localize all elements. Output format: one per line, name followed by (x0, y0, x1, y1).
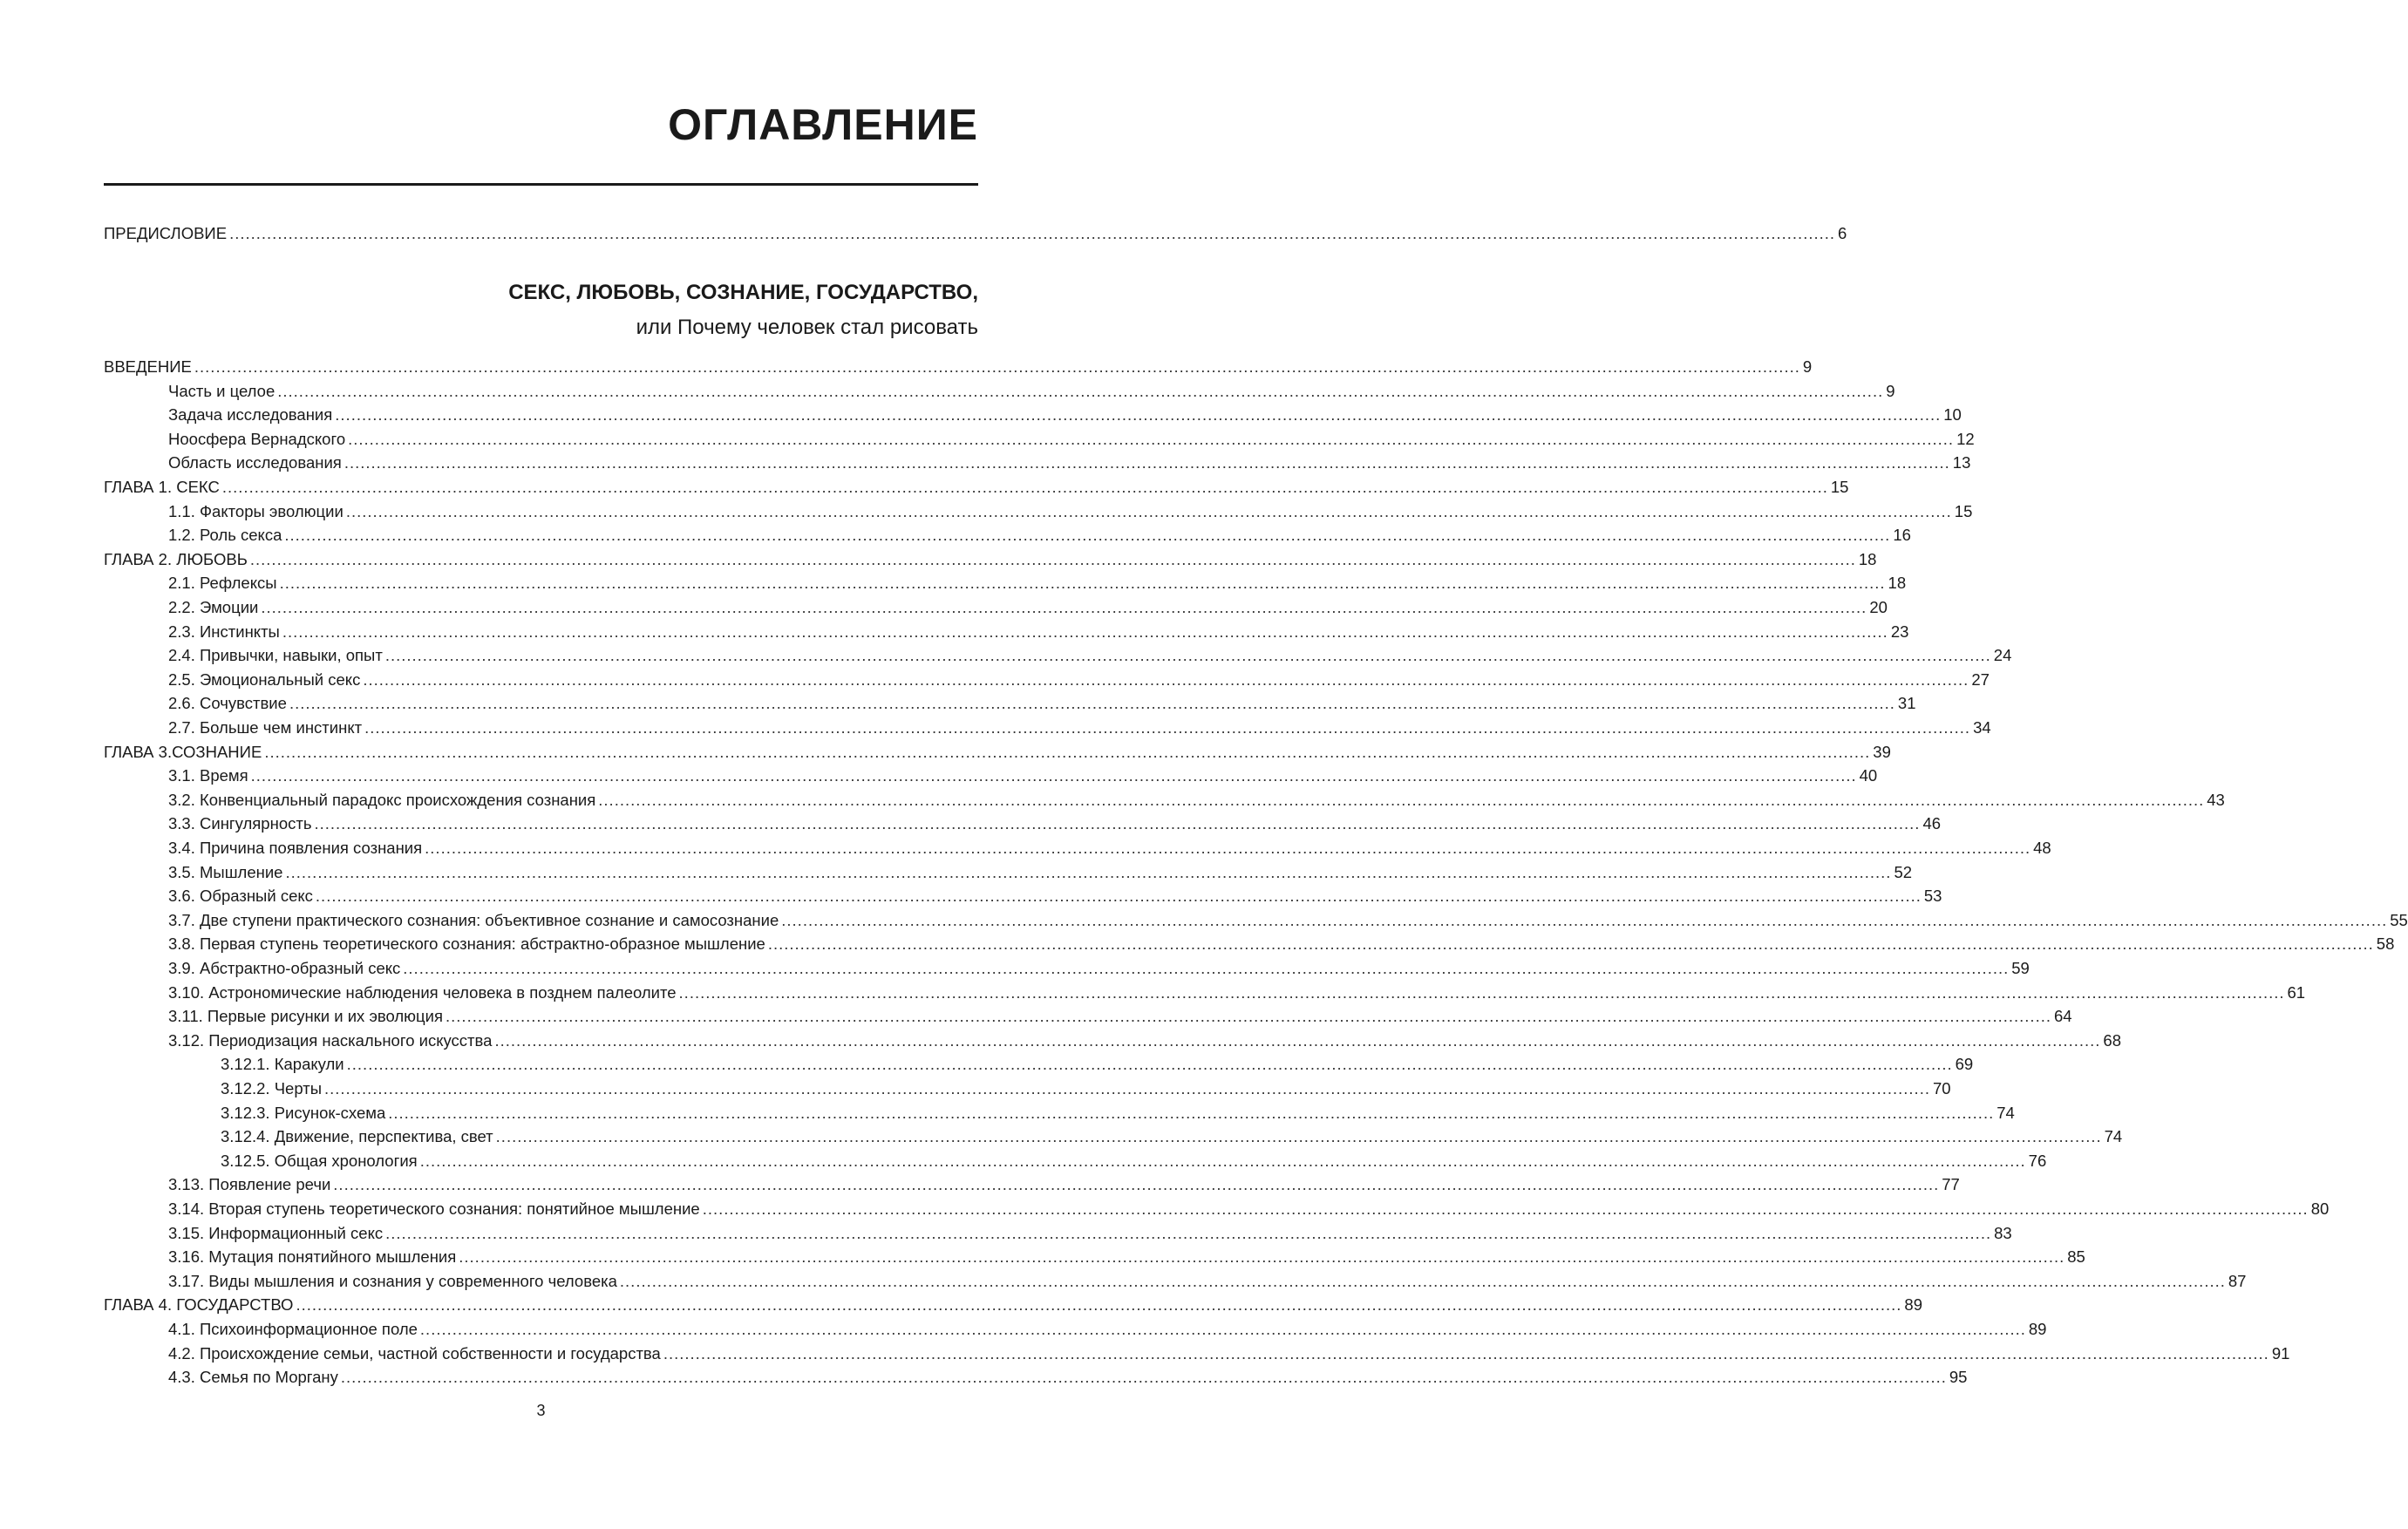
toc-entry-page: 52 (1894, 862, 1913, 881)
toc-entry-page: 23 (1890, 622, 1909, 641)
toc-entry-label: Часть и целое (168, 381, 275, 400)
toc-chapter-entry[interactable] (104, 355, 1813, 379)
toc-entry-page: 40 (1859, 766, 1878, 785)
section-title: СЕКС, ЛЮБОВЬ, СОЗНАНИЕ, ГОСУДАРСТВО, (508, 281, 978, 304)
toc-entry-label: 2.4. Привычки, навыки, опыт (168, 646, 383, 665)
toc-entry-page: 74 (2104, 1127, 2123, 1146)
toc-entry[interactable] (221, 1125, 2123, 1149)
toc-entry[interactable] (168, 1221, 2012, 1246)
toc-entry-page: 46 (1922, 814, 1942, 833)
dot-leader: ............................................................................................................................................................................................................................................................................................................ (495, 1127, 2102, 1146)
toc-entry-page: 43 (2207, 790, 2225, 809)
toc-entry-page: 76 (2028, 1151, 2047, 1170)
toc-entry-label: 3.11. Первые рисунки и их эволюция (168, 1007, 444, 1026)
toc-entry[interactable] (168, 1365, 1968, 1390)
toc-entry[interactable] (168, 1004, 2072, 1029)
dot-leader: ............................................................................................................................................................................................................................................................................................................ (348, 429, 1955, 448)
toc-entry-label: 2.2. Эмоции (168, 598, 259, 616)
toc-entry-label: Задача исследования (168, 405, 333, 425)
toc-entry[interactable] (168, 1197, 2330, 1221)
dot-leader: ............................................................................................................................................................................................................................................................................................................ (364, 718, 1971, 737)
toc-entry-page: 9 (1886, 381, 1895, 400)
toc-entry-label: 3.12.5. Общая хронология (221, 1151, 418, 1170)
dot-leader: ............................................................................................................................................................................................................................................................................................................ (767, 934, 2374, 954)
toc-entry[interactable] (168, 571, 1907, 595)
toc-entry-page: 61 (2287, 982, 2306, 1002)
toc-entry-label: 3.15. Информационный секс (168, 1223, 384, 1242)
toc-entry[interactable] (221, 1101, 2015, 1125)
dot-leader: ............................................................................................................................................................................................................................................................................................................ (194, 357, 1800, 376)
toc-entry-page: 16 (1893, 526, 1911, 545)
toc-entry-page: 34 (1973, 718, 1991, 737)
section-heading (508, 275, 978, 345)
toc-entry[interactable] (221, 1149, 2047, 1173)
page-title: ОГЛАВЛЕНИЕ (668, 100, 978, 149)
toc-entry[interactable] (168, 403, 1962, 427)
toc-entry-label: 2.1. Рефлексы (168, 574, 277, 593)
toc-entry[interactable] (168, 1245, 2085, 1269)
dot-leader: ............................................................................................................................................................................................................................................................................................................ (250, 766, 1857, 785)
dot-leader: ............................................................................................................................................................................................................................................................................................................ (229, 224, 1836, 242)
toc-entry[interactable] (168, 764, 1878, 788)
toc-entry-label: 3.3. Сингулярность (168, 814, 312, 833)
toc-entry[interactable] (168, 451, 1971, 475)
toc-entry-page: 12 (1956, 429, 1975, 448)
toc-entry-page: 13 (1952, 453, 1971, 472)
dot-leader: ............................................................................................................................................................................................................................................................................................................ (249, 549, 1856, 568)
toc-entry-label: 2.6. Сочувствие (168, 694, 287, 713)
toc-entry-label: 3.14. Вторая ступень теоретического сознания: понятийное мышление (168, 1199, 700, 1218)
dot-leader: ............................................................................................................................................................................................................................................................................................................ (261, 598, 1867, 616)
toc-entry-label: 4.2. Происхождение семьи, частной собственности и государства (168, 1343, 661, 1363)
dot-leader: ............................................................................................................................................................................................................................................................................................................ (663, 1343, 2269, 1363)
toc-entry[interactable] (168, 981, 2306, 1005)
toc-entry[interactable] (168, 499, 1973, 524)
toc-entry-page: 80 (2310, 1199, 2330, 1218)
toc-entry-label: Ноосфера Вернадского (168, 429, 346, 448)
toc-entry-page: 87 (2228, 1271, 2247, 1290)
toc-entry-label: Область исследования (168, 453, 342, 472)
toc-entry-page: 68 (2103, 1030, 2121, 1050)
dot-leader: ............................................................................................................................................................................................................................................................................................................ (385, 1223, 1992, 1242)
toc-entry[interactable] (168, 788, 2225, 812)
dot-leader: ............................................................................................................................................................................................................................................................................................................ (494, 1030, 2101, 1050)
toc-entry-label: 3.17. Виды мышления и сознания у современного человека (168, 1271, 617, 1290)
toc-entry-label: 3.10. Астрономические наблюдения человека в позднем палеолите (168, 982, 677, 1002)
dot-leader: ............................................................................................................................................................................................................................................................................................................ (282, 622, 1888, 641)
toc-entry[interactable] (168, 836, 2051, 860)
toc-entry[interactable] (168, 1029, 2121, 1053)
toc-entry-page: 24 (1993, 646, 2012, 665)
toc-entry-page: 59 (2011, 959, 2030, 977)
toc-entry-label: 3.8. Первая ступень теоретического сознания: абстрактно-образное мышление (168, 934, 765, 954)
toc-entry-label: 3.12.2. Черты (221, 1079, 322, 1097)
dot-leader: ............................................................................................................................................................................................................................................................................................................ (345, 501, 1952, 520)
toc-entry[interactable] (168, 691, 1916, 716)
dot-leader: ............................................................................................................................................................................................................................................................................................................ (289, 694, 1895, 713)
toc-entry-page: 91 (2271, 1343, 2290, 1363)
toc-entry-preface[interactable] (104, 221, 1847, 246)
toc-chapter-entry[interactable] (104, 740, 1891, 764)
dot-leader: ............................................................................................................................................................................................................................................................................................................ (388, 1103, 1995, 1122)
toc-entry-page: 69 (1955, 1055, 1974, 1074)
toc-entry-label: ГЛАВА 3.СОЗНАНИЕ (104, 742, 262, 761)
toc-entry[interactable] (168, 668, 1990, 692)
dot-leader: ............................................................................................................................................................................................................................................................................................................ (678, 982, 2285, 1002)
dot-leader: ............................................................................................................................................................................................................................................................................................................ (335, 405, 1942, 425)
toc-entry-label: 3.6. Образный секс (168, 887, 313, 906)
dot-leader: ............................................................................................................................................................................................................................................................................................................ (419, 1320, 2026, 1338)
toc-entry[interactable] (168, 716, 1991, 740)
dot-leader: ............................................................................................................................................................................................................................................................................................................ (221, 478, 1828, 496)
toc-entry-page: 55 (2390, 910, 2408, 929)
toc-entry[interactable] (168, 1172, 1960, 1197)
toc-entry-label: 3.12.4. Движение, перспектива, свет (221, 1127, 493, 1146)
toc-entry[interactable] (168, 932, 2395, 956)
toc-entry-label: 3.16. Мутация понятийного мышления (168, 1247, 457, 1267)
dot-leader: ............................................................................................................................................................................................................................................................................................................ (333, 1175, 1940, 1194)
toc-entry-label: 3.5. Мышление (168, 862, 283, 881)
dot-leader: ............................................................................................................................................................................................................................................................................................................ (598, 790, 2205, 809)
toc-entry-page: 31 (1897, 694, 1916, 713)
dot-leader: ............................................................................................................................................................................................................................................................................................................ (702, 1199, 2309, 1218)
page-number: 3 (536, 1402, 546, 1419)
toc-entry-page: 18 (1888, 574, 1907, 593)
toc-entry[interactable] (168, 860, 1913, 885)
toc-entry-page: 15 (1830, 478, 1849, 496)
dot-leader: ............................................................................................................................................................................................................................................................................................................ (264, 742, 1871, 761)
toc-entry-page: 18 (1858, 549, 1877, 568)
toc-entry-page: 95 (1949, 1368, 1968, 1387)
toc-entry-label: 2.5. Эмоциональный секс (168, 669, 361, 689)
toc-entry[interactable] (168, 427, 1975, 452)
toc-entry[interactable] (221, 1052, 1974, 1077)
toc-entry-page: 89 (2028, 1320, 2047, 1338)
toc-entry-label: 4.1. Психоинформационное поле (168, 1320, 418, 1338)
toc-entry-label: ПРЕДИСЛОВИЕ (104, 224, 228, 242)
toc-entry-label: ГЛАВА 4. ГОСУДАРСТВО (104, 1295, 294, 1315)
toc-entry-page: 6 (1838, 224, 1847, 242)
toc-entry[interactable] (168, 379, 1895, 404)
toc-entry[interactable] (168, 884, 1942, 908)
toc-entry-page: 70 (1932, 1079, 1951, 1097)
toc-entry-label: 3.2. Конвенциальный парадокс происхождения сознания (168, 790, 596, 809)
dot-leader: ............................................................................................................................................................................................................................................................................................................ (384, 646, 1991, 665)
toc-entry[interactable] (168, 643, 2012, 668)
toc-entry[interactable] (168, 1317, 2047, 1342)
toc-entry[interactable] (168, 1342, 2290, 1366)
dot-leader: ............................................................................................................................................................................................................................................................................................................ (340, 1368, 1947, 1387)
section-subtitle: или Почему человек стал рисовать (636, 316, 978, 339)
toc-entry[interactable] (168, 956, 2030, 981)
dot-leader: ............................................................................................................................................................................................................................................................................................................ (446, 1007, 2051, 1026)
dot-leader: ............................................................................................................................................................................................................................................................................................................ (314, 814, 1921, 833)
dot-leader: ............................................................................................................................................................................................................................................................................................................ (619, 1271, 2226, 1290)
toc-entry[interactable] (168, 523, 1911, 547)
toc-entry-page: 83 (1994, 1223, 2012, 1242)
dot-leader: ............................................................................................................................................................................................................................................................................................................ (459, 1247, 2065, 1267)
dot-leader: ............................................................................................................................................................................................................................................................................................................ (315, 887, 1922, 906)
toc-entry-label: ГЛАВА 1. СЕКС (104, 478, 220, 496)
toc-entry-page: 20 (1869, 598, 1888, 616)
toc-entry-label: 2.7. Больше чем инстинкт (168, 718, 363, 737)
toc-entry-label: 3.12.3. Рисунок-схема (221, 1103, 386, 1122)
toc-entry-label: 3.13. Появление речи (168, 1175, 331, 1194)
title-underline (104, 183, 978, 186)
toc-entry-label: ВВЕДЕНИЕ (104, 357, 192, 376)
toc-entry-page: 85 (2067, 1247, 2085, 1267)
toc-entry-label: 3.12. Периодизация наскального искусства (168, 1030, 493, 1050)
toc-entry[interactable] (168, 595, 1888, 620)
toc-entry-page: 77 (1942, 1175, 1960, 1194)
toc-entry-label: 3.1. Время (168, 766, 248, 785)
toc-entry-page: 39 (1873, 742, 1891, 761)
toc-entry-label: 2.3. Инстинкты (168, 622, 280, 641)
dot-leader: ............................................................................................................................................................................................................................................................................................................ (277, 381, 1884, 400)
dot-leader: ............................................................................................................................................................................................................................................................................................................ (344, 453, 1950, 472)
toc-entry-page: 58 (2376, 934, 2395, 954)
toc-entry-page: 15 (1954, 501, 1973, 520)
toc-chapter-entry[interactable] (104, 475, 1849, 499)
dot-leader: ............................................................................................................................................................................................................................................................................................................ (425, 839, 2031, 857)
dot-leader: ............................................................................................................................................................................................................................................................................................................ (324, 1079, 1930, 1097)
toc-entry-page: 9 (1802, 357, 1813, 376)
toc-entry[interactable] (168, 1269, 2247, 1294)
dot-leader: ............................................................................................................................................................................................................................................................................................................ (296, 1295, 1902, 1315)
toc-entry-label: 3.7. Две ступени практического сознания: объективное сознание и самосознание (168, 910, 779, 929)
toc-entry-label: ГЛАВА 2. ЛЮБОВЬ (104, 549, 248, 568)
toc-entry-page: 27 (1971, 669, 1990, 689)
toc-entry-page: 10 (1943, 405, 1962, 425)
dot-leader: ............................................................................................................................................................................................................................................................................................................ (363, 669, 1969, 689)
toc-entry-label: 1.2. Роль секса (168, 526, 282, 545)
dot-leader: ............................................................................................................................................................................................................................................................................................................ (346, 1055, 1953, 1074)
toc-entry[interactable] (221, 1077, 1951, 1101)
toc-entry-label: 3.9. Абстрактно-образный секс (168, 959, 401, 977)
toc-entry-page: 74 (1996, 1103, 2015, 1122)
toc-entry[interactable] (168, 812, 1942, 836)
toc-chapter-entry[interactable] (104, 547, 1877, 572)
toc-entry[interactable] (168, 908, 2408, 933)
toc-entry-page: 48 (2033, 839, 2051, 857)
toc-entry-page: 53 (1923, 887, 1942, 906)
dot-leader: ............................................................................................................................................................................................................................................................................................................ (403, 959, 2010, 977)
toc-entry-label: 1.1. Факторы эволюции (168, 501, 344, 520)
toc-chapter-entry[interactable] (104, 1293, 1922, 1317)
toc-entry-label: 4.3. Семья по Моргану (168, 1368, 338, 1387)
dot-leader: ............................................................................................................................................................................................................................................................................................................ (419, 1151, 2026, 1170)
dot-leader: ............................................................................................................................................................................................................................................................................................................ (781, 910, 2388, 929)
dot-leader: ............................................................................................................................................................................................................................................................................................................ (285, 862, 1892, 881)
toc-entry-label: 3.4. Причина появления сознания (168, 839, 423, 857)
toc-entry-page: 64 (2053, 1007, 2072, 1026)
toc-entry-page: 89 (1904, 1295, 1922, 1315)
dot-leader: ............................................................................................................................................................................................................................................................................................................ (279, 574, 1886, 593)
toc-entry[interactable] (168, 620, 1909, 644)
dot-leader: ............................................................................................................................................................................................................................................................................................................ (284, 526, 1891, 545)
toc-entry-label: 3.12.1. Каракули (221, 1055, 344, 1074)
